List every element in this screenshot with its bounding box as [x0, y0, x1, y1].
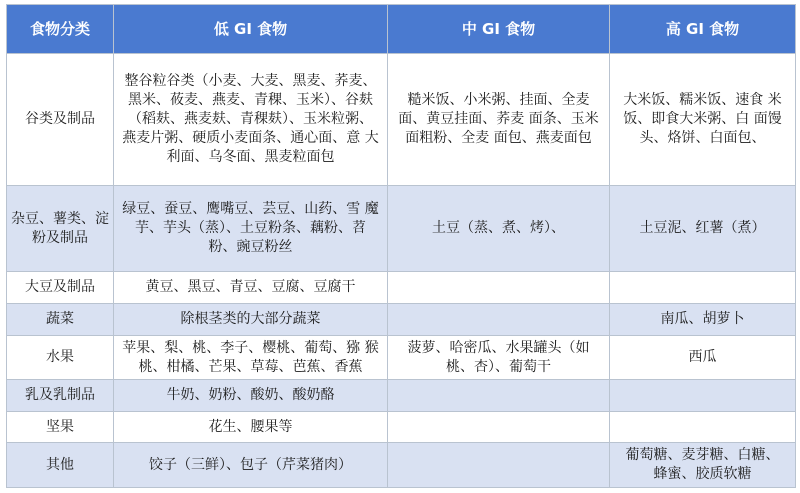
low-gi-cell: 除根茎类的大部分蔬菜 [114, 304, 388, 336]
high-gi-cell: 南瓜、胡萝卜 [610, 304, 796, 336]
table-row [7, 54, 796, 186]
low-gi-cell: 黄豆、黑豆、青豆、豆腐、豆腐干 [114, 272, 388, 304]
header-high-gi: 高 GI 食物 [610, 5, 796, 54]
low-gi-cell: 苹果、梨、桃、李子、樱桃、葡萄、猕 猴桃、柑橘、芒果、草莓、芭蕉、香蕉 [114, 336, 388, 380]
high-gi-cell [610, 272, 796, 304]
high-gi-cell [610, 412, 796, 443]
high-gi-cell: 西瓜 [610, 336, 796, 380]
category-cell: 杂豆、薯类、淀粉及制品 [7, 186, 114, 272]
mid-gi-cell [388, 380, 610, 412]
table-row [7, 443, 796, 488]
table-row [7, 186, 796, 272]
header-low-gi: 低 GI 食物 [114, 5, 388, 54]
gi-food-table [6, 4, 796, 488]
mid-gi-cell [388, 412, 610, 443]
high-gi-cell [610, 380, 796, 412]
mid-gi-cell: 菠萝、哈密瓜、水果罐头（如桃、杏）、葡萄干 [388, 336, 610, 380]
category-cell: 乳及乳制品 [7, 380, 114, 412]
table-row [7, 412, 796, 443]
table-row [7, 380, 796, 412]
mid-gi-cell [388, 443, 610, 488]
high-gi-cell: 葡萄糖、麦芽糖、白糖、 蜂蜜、胶质软糖 [610, 443, 796, 488]
table-row [7, 272, 796, 304]
category-cell: 谷类及制品 [7, 54, 114, 186]
header-row [7, 5, 796, 54]
table-row [7, 336, 796, 380]
high-gi-cell: 土豆泥、红薯（煮） [610, 186, 796, 272]
low-gi-cell: 绿豆、蚕豆、鹰嘴豆、芸豆、山药、雪 魔芋、芋头（蒸）、土豆粉条、藕粉、苕 粉、豌豆粉丝 [114, 186, 388, 272]
category-cell: 其他 [7, 443, 114, 488]
category-cell: 坚果 [7, 412, 114, 443]
category-cell: 大豆及制品 [7, 272, 114, 304]
category-cell: 水果 [7, 336, 114, 380]
mid-gi-cell [388, 304, 610, 336]
high-gi-cell: 大米饭、糯米饭、速食 米饭、即食大米粥、白 面馒头、烙饼、白面包、 [610, 54, 796, 186]
table-row [7, 304, 796, 336]
low-gi-cell: 整谷粒谷类（小麦、大麦、黑麦、荞麦、黑米、莜麦、燕麦、青稞、玉米）、谷麸（稻麸、燕麦麸、青稞麸）、玉米粒粥、燕麦片粥、硬质小麦面条、通心面、意 大利面、乌冬面、黑麦粒面包 [114, 54, 388, 186]
category-cell: 蔬菜 [7, 304, 114, 336]
mid-gi-cell: 糙米饭、小米粥、挂面、全麦面、黄豆挂面、荞麦 面条、玉米面粗粉、全麦 面包、燕麦面包 [388, 54, 610, 186]
header-mid-gi: 中 GI 食物 [388, 5, 610, 54]
low-gi-cell: 牛奶、奶粉、酸奶、酸奶酪 [114, 380, 388, 412]
low-gi-cell: 花生、腰果等 [114, 412, 388, 443]
mid-gi-cell [388, 272, 610, 304]
header-category: 食物分类 [7, 5, 114, 54]
mid-gi-cell: 土豆（蒸、煮、烤）、 [388, 186, 610, 272]
low-gi-cell: 饺子（三鲜）、包子（芹菜猪肉） [114, 443, 388, 488]
